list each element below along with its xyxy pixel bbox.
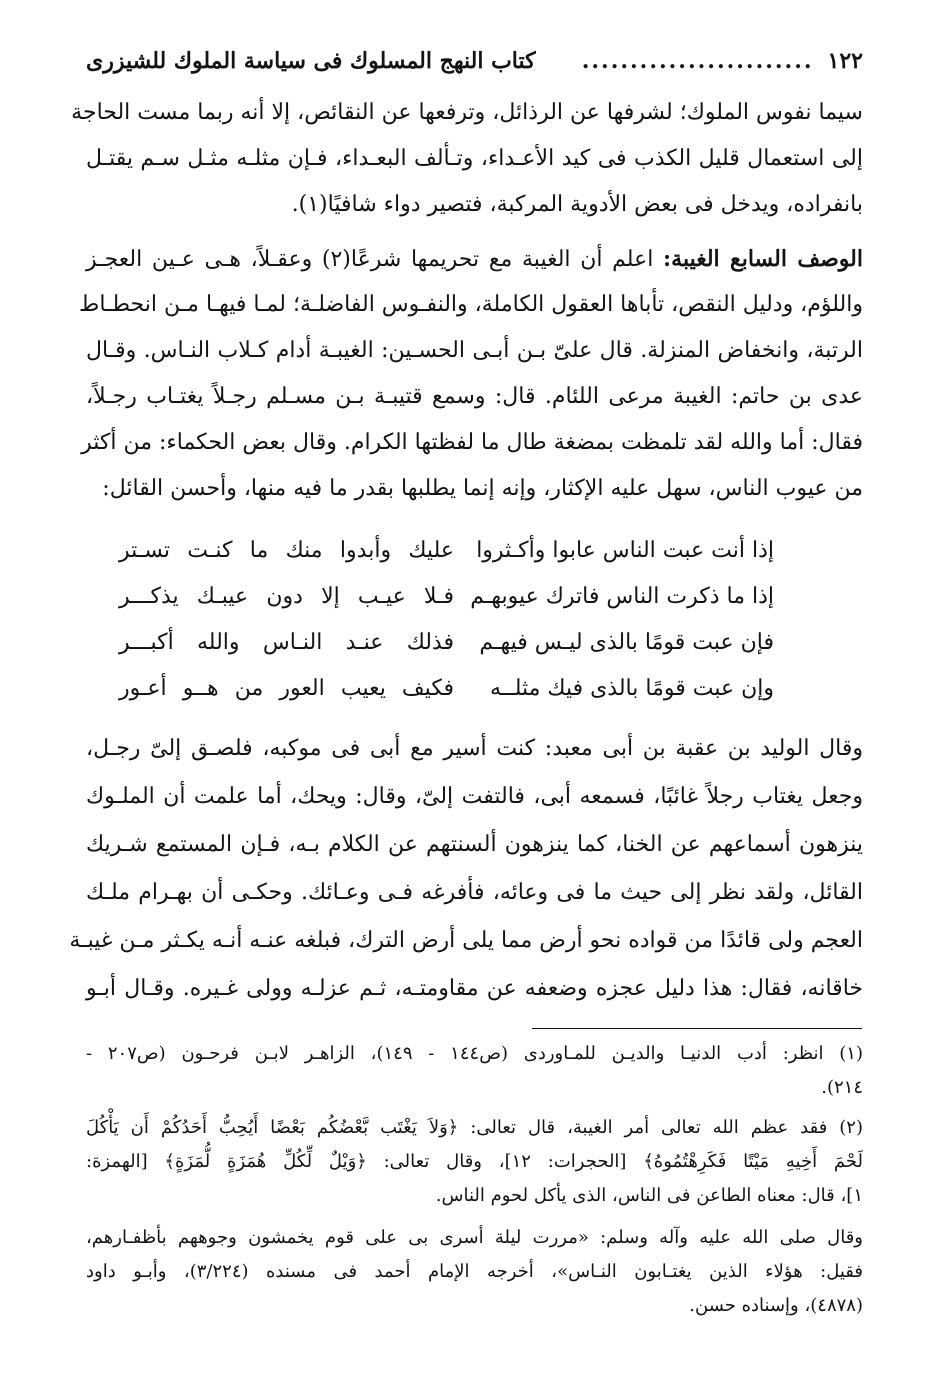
footnote-separator (532, 1028, 862, 1029)
paragraph-line: من عيوب الناس، سهل عليه الإكثار، وإنه إنما يطلبها بقدر ما فيه منها، وأحسن القائل: (102, 476, 863, 501)
footnote-line: (٢) فقد عظم الله تعالى أمر الغيبة، قال تعالى: ﴿وَلاَ يَغْتَب بَّعْضُكُم بَعْضًا أَيُحِبُّ أَحَدُكُمْ أَن يَأْكُلَ (86, 1117, 863, 1138)
paragraph-line: وجعل يغتاب رجلاً غائبًا، فسمعه أبى، فالتفت إلىّ، وقال: ويحك، أما علمت أن الملـوك (86, 784, 863, 809)
paragraph-line: بانفراده، ويدخل فى بعض الأدوية المركبة، فتصير دواء شافيًا(١). (291, 192, 863, 217)
book-title: كتاب النهج المسلوك فى سياسة الملوك للشيزرى (86, 48, 536, 74)
section-heading: الوصف السابع الغيبة: (663, 246, 863, 272)
verse-second-hemistich: فـلا عيـب إلا دون عيبـك يذكـــر (119, 584, 454, 609)
paragraph-line: عدى بن حاتم: الغيبة مرعى اللئام. قال: وسمع قتيبـة بـن مسـلم رجـلاً يغتـاب رجـلاً، (86, 384, 863, 409)
verse-first-hemistich: إذا أنت عبت الناس عابوا وأكـثروا (476, 538, 774, 563)
footnote-line: (١) انظر: أدب الدنيـا والديـن للمـاوردى (ص١٤٤ - ١٤٩)، الزاهـر لابـن فرحـون (ص٢٠٧ - (86, 1043, 863, 1064)
verse-second-hemistich: فذلك عنـد النـاس والله أكبـــر (119, 630, 454, 655)
running-header (86, 48, 863, 88)
footnote-line: ٢١٤). (821, 1077, 863, 1098)
header-dot-leader: ........................ (581, 48, 814, 74)
verse-second-hemistich: فكيف يعيب العور من هــو أعـور (119, 676, 454, 701)
paragraph-line: خاقانه، فقال: هذا دليل عجزه وضعفه عن مقاومتـه، ثـم عزلـه وولى غـيره. وقـال أبـو (86, 976, 863, 1001)
paragraph-line: ينزهون أسماعهم عن الخنا، كما ينزهون ألسنتهم عن الكلام بـه، فـإن المستمع شـريك (86, 832, 863, 857)
footnote-line: فقيل: هؤلاء الذين يغتـابون النـاس»، أخرجه الإمام أحمد فى مسنده (٣/٢٢٤)، وأبـو داود (86, 1261, 863, 1282)
section-heading-line (86, 236, 863, 282)
verse-second-hemistich: عليك وأبدوا منك ما كنـت تسـتر (119, 538, 454, 563)
paragraph-line: وقال الوليد بن عقبة بن أبى معبد: كنت أسير مع أبى فى موكبه، فلصـق إلىّ رجـل، (86, 736, 863, 761)
paragraph-line: إلى استعمال قليل الكذب فى كيد الأعـداء، وتـألف البعـداء، فـإن مثلـه مثـل سـم يقتـل (86, 146, 863, 171)
paragraph-line: العجم ولى قائدًا من قواده نحو أرض مما يلى أرض الترك، فبلغه عنـه أنـه يكـثر مـن غيبـة (69, 928, 863, 953)
paragraph-text: اعلم أن الغيبة مع تحريمها شرعًا(٢) وعقـلاً، هـى عـين العجـز (86, 247, 654, 272)
paragraph-line: القائل، ولقد نظر إلى حيث ما فى وعائه، فأفرغه فـى وعـائك. وحكـى أن بهـرام ملـك (86, 880, 863, 905)
paragraph-line: واللؤم، ودليل النقص، تأباها العقول الكاملة، والنفـوس الفاضلـة؛ لمـا فيهـا مـن انحطـاط (79, 292, 863, 317)
footnote-line: لَحْمَ أَخِيهِ مَيْتًا فَكَرِهْتُمُوهُ﴾ [الحجرات: ١٢]، وقال تعالى: ﴿وَيْلٌ لِّكُلِّ هُمَزَةٍ لُّمَزَةٍ﴾ [الهمزة: (86, 1151, 863, 1172)
footnote-line: ١]، قال: معناه الطاعن فى الناس، الذى يأكل لحوم الناس. (435, 1185, 863, 1206)
paragraph-line: الرتبة، وانخفاض المنزلة. قال علىّ بـن أبـى الحسـين: الغيبـة أدام كـلاب النـاس. وقـال (86, 338, 863, 363)
page-number: ١٢٢ (827, 48, 863, 74)
verse-first-hemistich: فإن عبت قومًا بالذى ليـس فيهـم (479, 630, 774, 655)
verse-first-hemistich: وإن عبت قومًا بالذى فيك مثلــه (490, 676, 774, 701)
footnote-line: وقال صلى الله عليه وآله وسلم: «مررت ليلة أسرى بى على قوم يخمشون وجوههم بأظفـارهم، (86, 1227, 863, 1248)
footnote-line: (٤٨٧٨)، وإسناده حسن. (689, 1295, 863, 1316)
verse-first-hemistich: إذا ما ذكرت الناس فاترك عيوبهـم (470, 584, 774, 609)
paragraph-line: فقال: أما والله لقد تلمظت بمضغة طال ما لفظتها الكرام. وقال بعض الحكماء: من أكثر (81, 430, 863, 455)
paragraph-line: سيما نفوس الملوك؛ لشرفها عن الرذائل، وترفعها عن النقائص، إلا أنه ربما مست الحاجة (71, 100, 863, 125)
